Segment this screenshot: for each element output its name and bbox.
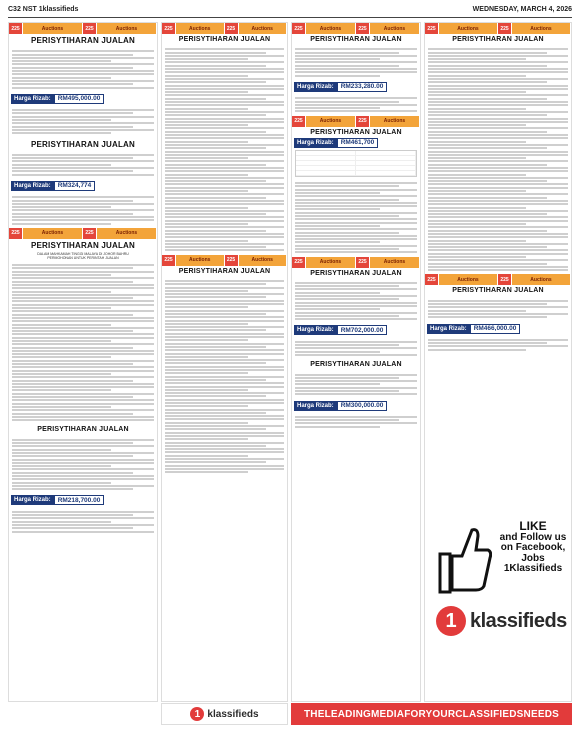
reserve-price-label: Harga Rizab:: [11, 181, 54, 191]
section-number: 225: [83, 228, 97, 239]
section-label: Auctions: [97, 23, 157, 34]
section-label: Auctions: [176, 255, 225, 266]
section-label: Auctions: [370, 116, 420, 127]
section-label: Auctions: [439, 274, 498, 285]
reserve-price: [11, 94, 155, 104]
logo-mark: 1: [190, 707, 204, 721]
section-number: 225: [9, 228, 23, 239]
section-label: Auctions: [239, 23, 288, 34]
section-band: [425, 274, 571, 285]
thumbs-up-icon: [438, 520, 492, 600]
reserve-price-value: RM702,000.00: [337, 325, 388, 335]
tagline-banner: THELEADINGMEDIAFORYOURCLASSIFIEDSNEEDS: [291, 703, 572, 725]
column-1: [8, 22, 158, 702]
notice-title: PERISYTIHARAN JUALAN: [310, 128, 402, 136]
section-number: 225: [292, 116, 306, 127]
notice-title: PERISYTIHARAN JUALAN: [37, 426, 129, 434]
promo-line-2: and Follow us: [499, 531, 567, 543]
reserve-price-value: RM324,774: [54, 181, 96, 191]
section-number: 225: [498, 274, 512, 285]
section-number: 225: [425, 23, 439, 34]
reserve-price: [11, 181, 155, 191]
reserve-price-label: Harga Rizab:: [294, 325, 337, 335]
section-label: Auctions: [370, 23, 420, 34]
section-number: 225: [292, 23, 306, 34]
notice-title: PERISYTIHARAN JUALAN: [310, 361, 402, 369]
section-label: Auctions: [306, 257, 356, 268]
section-label: Auctions: [370, 257, 420, 268]
section-number: 225: [83, 23, 97, 34]
section-band: [292, 23, 420, 34]
section-label: Auctions: [512, 23, 571, 34]
notice-title: PERISYTIHARAN JUALAN: [452, 36, 544, 43]
column-2: [161, 22, 288, 702]
notice-title: PERISYTIHARAN JUALAN: [310, 36, 402, 43]
section-band: [425, 23, 571, 34]
section-band: [162, 255, 287, 266]
klassifieds-logo-small[interactable]: [161, 703, 288, 725]
reserve-price: [11, 495, 155, 505]
section-label: Auctions: [97, 228, 157, 239]
reserve-price-label: Harga Rizab:: [294, 138, 337, 148]
section-label: Auctions: [23, 23, 83, 34]
reserve-price-value: RM495,000.00: [54, 94, 105, 104]
section-label: Auctions: [176, 23, 225, 34]
reserve-price-label: Harga Rizab:: [294, 82, 337, 92]
notice-title: PERISYTIHARAN JUALAN: [30, 139, 135, 149]
promo-line-1: LIKE: [519, 519, 547, 533]
section-number: 225: [162, 255, 176, 266]
section-number: 225: [356, 23, 370, 34]
reserve-price-value: RM466,000.00: [470, 324, 521, 334]
reserve-price-label: Harga Rizab:: [294, 401, 337, 411]
klassifieds-logo[interactable]: [436, 604, 572, 638]
section-number: 225: [225, 23, 239, 34]
section-number: 225: [425, 274, 439, 285]
page-header: [8, 6, 572, 18]
facebook-promo[interactable]: [494, 520, 572, 575]
column-3: [291, 22, 421, 702]
reserve-price-value: RM461,700: [337, 138, 379, 148]
section-band: [292, 257, 420, 268]
reserve-price: [427, 324, 569, 334]
reserve-price-value: RM233,280.00: [337, 82, 388, 92]
notice-title: PERISYTIHARAN JUALAN: [452, 287, 544, 295]
section-band: [9, 23, 157, 34]
section-label: Auctions: [306, 23, 356, 34]
reserve-price: [294, 82, 418, 92]
page-header-left: C32 NST 1klassifieds: [8, 6, 79, 13]
notice-subtitle: PERMOHONAN UNTUK PERINTAH JUALAN: [47, 256, 119, 261]
section-number: 225: [356, 116, 370, 127]
reserve-price-value: RM218,700.00: [54, 495, 105, 505]
section-number: 225: [9, 23, 23, 34]
reserve-price-label: Harga Rizab:: [11, 495, 54, 505]
section-number: 225: [356, 257, 370, 268]
section-label: Auctions: [439, 23, 498, 34]
section-number: 225: [498, 23, 512, 34]
section-label: Auctions: [239, 255, 288, 266]
column-4: [424, 22, 572, 702]
section-band: [292, 116, 420, 127]
section-band: [162, 23, 287, 34]
reserve-price-label: Harga Rizab:: [427, 324, 470, 334]
section-label: Auctions: [512, 274, 571, 285]
notice-title: PERISYTIHARAN JUALAN: [30, 36, 135, 45]
notice-title: PERISYTIHARAN JUALAN: [178, 267, 271, 275]
section-label: Auctions: [23, 228, 83, 239]
logo-mark: 1: [436, 606, 466, 636]
promo-line-4: Jobs 1Klassifieds: [503, 552, 563, 575]
reserve-price-value: RM300,000.00: [337, 401, 388, 411]
section-number: 225: [225, 255, 239, 266]
property-table: [295, 150, 417, 177]
reserve-price-label: Harga Rizab:: [11, 94, 54, 104]
section-number: 225: [162, 23, 176, 34]
reserve-price: [294, 325, 418, 335]
logo-word: klassifieds: [470, 609, 567, 632]
section-band: [9, 228, 157, 239]
reserve-price: [294, 401, 418, 411]
section-number: 225: [292, 257, 306, 268]
notice-court: DALAM MAHKAMAH TINGGI MALAYA DI JOHOR BAHRU: [37, 251, 129, 256]
notice-title: PERISYTIHARAN JUALAN: [30, 240, 135, 250]
section-label: Auctions: [306, 116, 356, 127]
page-date: WEDNESDAY, MARCH 4, 2026: [472, 6, 572, 13]
logo-word: klassifieds: [207, 708, 259, 720]
promo-line-3: on Facebook,: [500, 542, 566, 554]
notice-title: PERISYTIHARAN JUALAN: [178, 36, 271, 43]
notice-title: PERISYTIHARAN JUALAN: [310, 269, 402, 277]
reserve-price: [294, 138, 418, 148]
